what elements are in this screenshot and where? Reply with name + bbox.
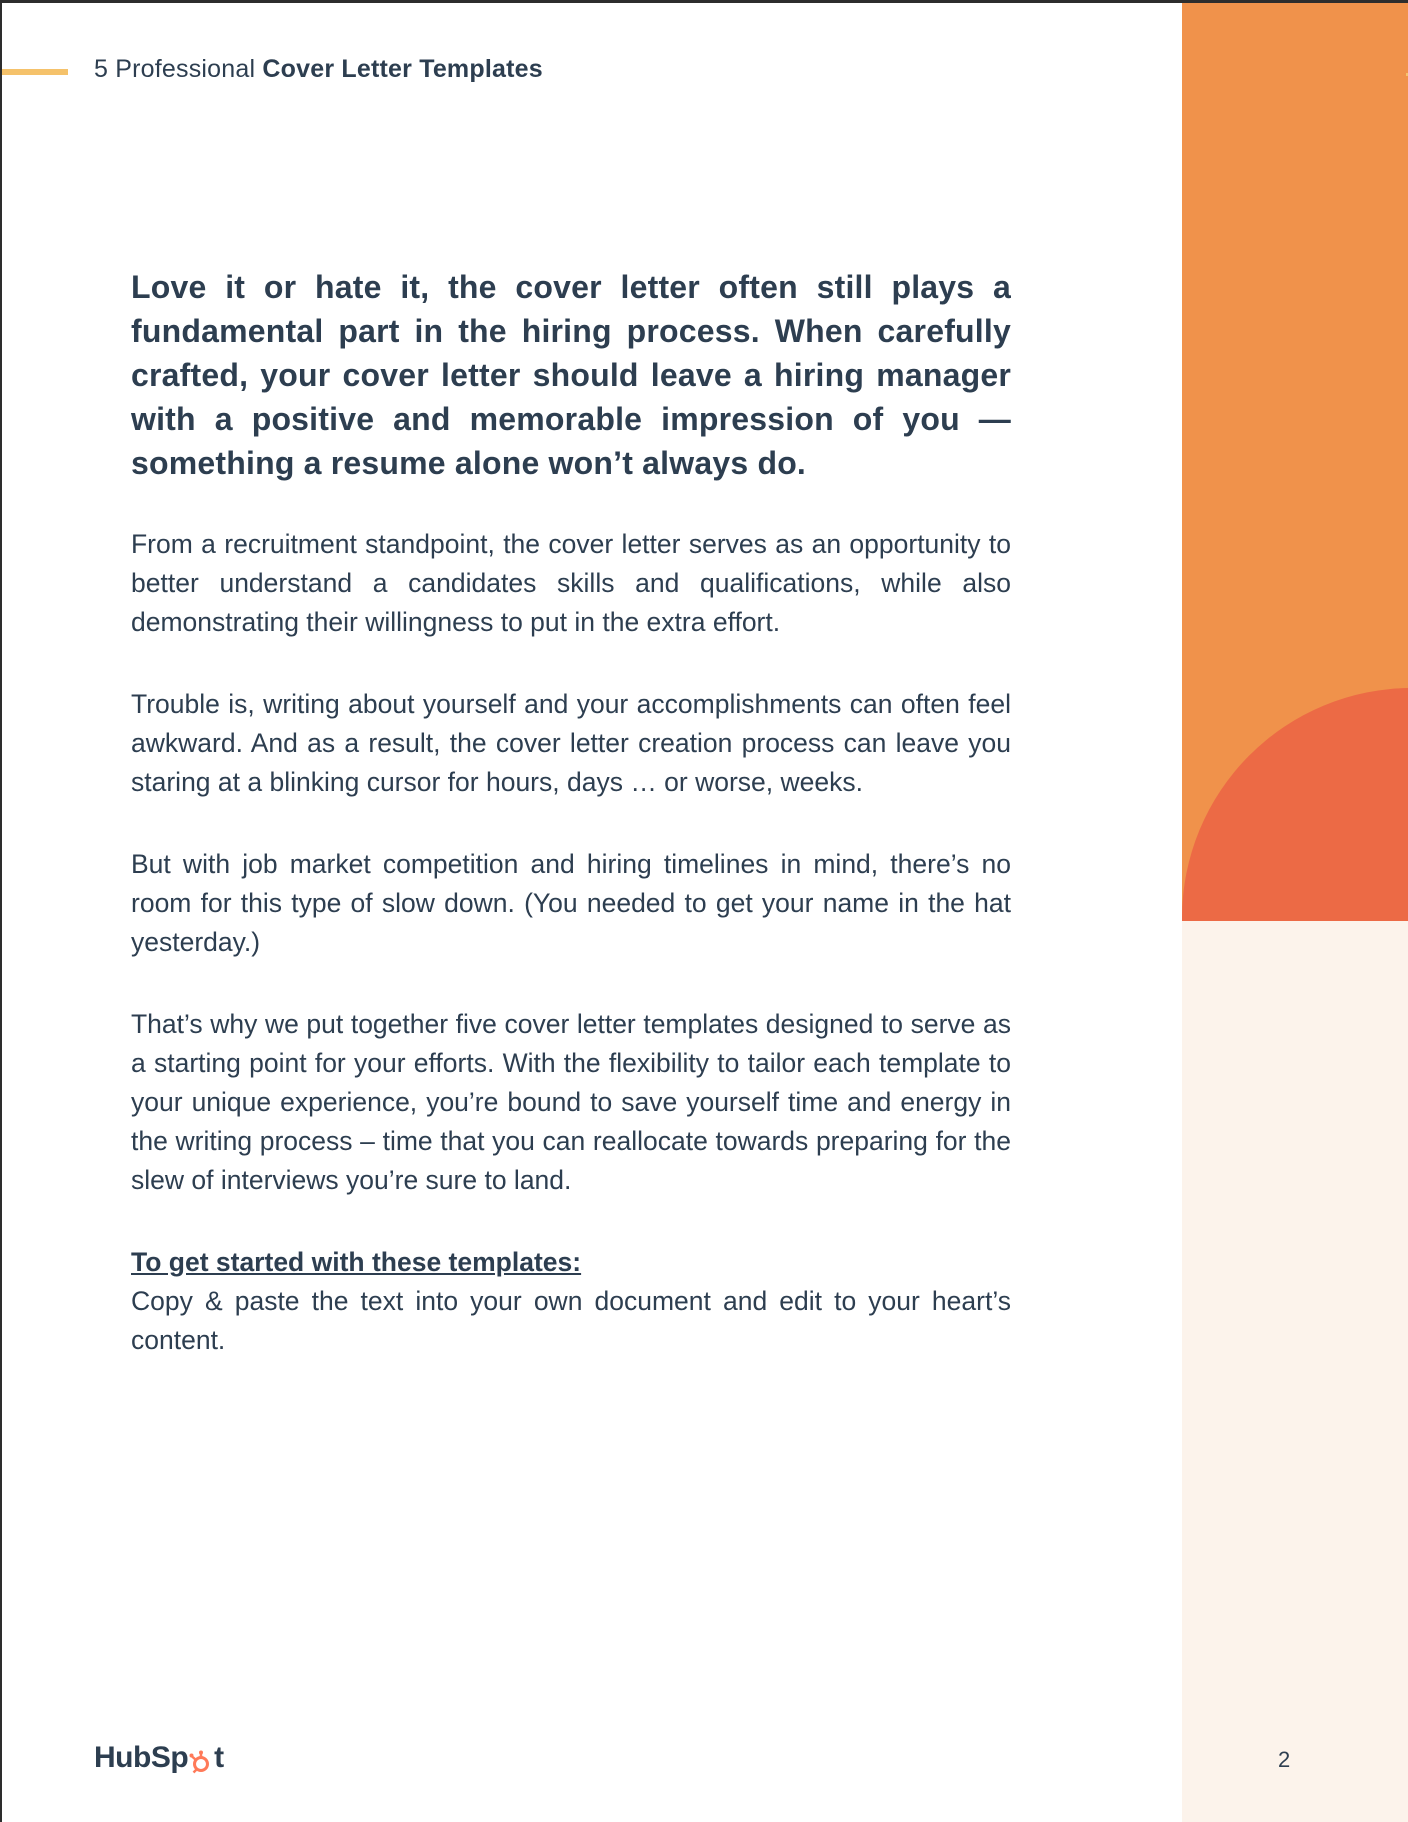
logo-text-left: HubSp [94,1741,189,1774]
lead-paragraph: Love it or hate it, the cover letter often still plays a fundamental part in the hiring process. When carefully crafted, your cover letter should leave a hiring manager with a positive and memorable impression of you — something a resume alone won’t always do. [131,269,1011,481]
body-paragraph: From a recruitment standpoint, the cover letter serves as an opportunity to better understand a candidates skills and qualifications, while also demonstrating their willingness to put in the extra effort. [131,529,1011,637]
page-number: 2 [1278,1747,1291,1772]
body-paragraph: But with job market competition and hiring timelines in mind, there’s no room for this type of slow down. (You needed to get your name in the hat yesterday.) [131,849,1011,957]
header-title-bold: Cover Letter Templates [262,55,543,83]
body-paragraph: That’s why we put together five cover letter templates designed to serve as a starting point for your efforts. With the flexibility to tailor each template to your unique experience, you’re bound to save yourself time and energy in the writing process – time that you can reallocate towards preparing for the slew of interviews you’re sure to land. [131,1009,1011,1195]
header-accent-bar [2,69,68,75]
decorative-side-panel [1182,3,1408,1822]
get-started-instructions: Copy & paste the text into your own document and edit to your heart’s content. [131,1286,1011,1355]
main-content [131,265,1011,1360]
logo-text-right: t [214,1741,224,1774]
hubspot-logo [94,1741,224,1775]
header-title-prefix: 5 Professional [94,55,256,83]
coral-quarter-circle [1182,688,1408,921]
sprocket-icon [189,1748,213,1772]
body-paragraph: Trouble is, writing about yourself and your accomplishments can often feel awkward. And as a result, the cover letter creation process can leave you staring at a blinking cursor for hours, days … or worse, weeks. [131,689,1011,797]
document-header-title [94,55,543,84]
orange-block [1182,3,1408,921]
get-started-heading: To get started with these templates: [131,1247,582,1277]
